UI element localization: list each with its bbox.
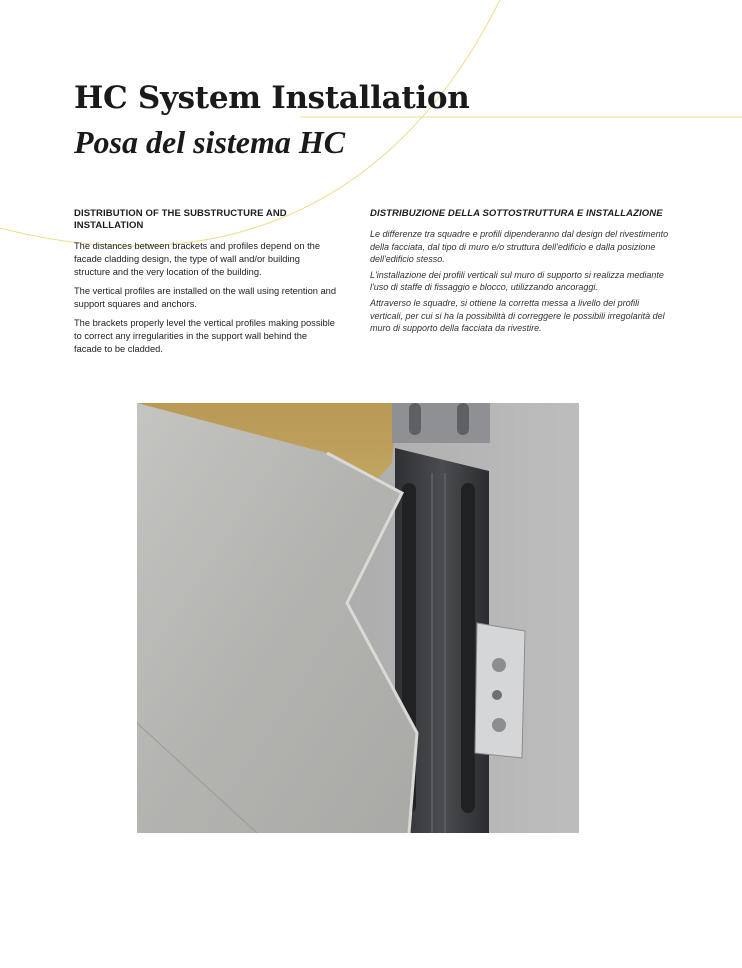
italian-column <box>370 208 672 338</box>
installation-illustration <box>137 403 579 833</box>
page-title: HC System Installation <box>74 80 470 116</box>
italian-heading: DISTRIBUZIONE DELLA SOTTOSTRUTTURA E INSTALLAZIONE <box>370 208 663 219</box>
anchor-bolt <box>492 690 502 700</box>
anchor-bolt <box>492 658 506 672</box>
anchor-bolt <box>492 718 506 732</box>
english-paragraph: The brackets properly level the vertical profiles making possible to correct any irregularities in the support wall behind the facade to be cladded. <box>74 318 335 354</box>
italian-paragraph: L'installazione dei profili verticali sul muro di supporto si realizza mediante l'uso di staffe di fissaggio e blocco, utilizzando ancoraggi. <box>370 269 664 293</box>
english-paragraph: The vertical profiles are installed on the wall using retention and support squares and anchors. <box>74 286 337 309</box>
english-heading: DISTRIBUTION OF THE SUBSTRUCTURE AND INSTALLATION <box>74 208 287 231</box>
english-paragraph: The distances between brackets and profiles depend on the facade cladding design, the type of wall and/or building structure and the very location of the building. <box>74 241 321 277</box>
bracket <box>475 623 525 758</box>
upper-profile <box>392 403 490 443</box>
italian-paragraph: Attraverso le squadre, si ottiene la corretta messa a livello dei profili verticali, per cui si ha la possibilità di correggere le possibili irregolarità del muro di supporto della facciata da rivestire. <box>370 297 665 334</box>
page-subtitle-italian: Posa del sistema HC <box>74 124 346 160</box>
italian-paragraph: Le differenze tra squadre e profili dipenderanno dal design del rivestimento della facciata, dal tipo di muro e/o struttura dell'edificio e dalla posizione dell'edificio stesso. <box>370 229 669 265</box>
english-column <box>74 208 336 362</box>
